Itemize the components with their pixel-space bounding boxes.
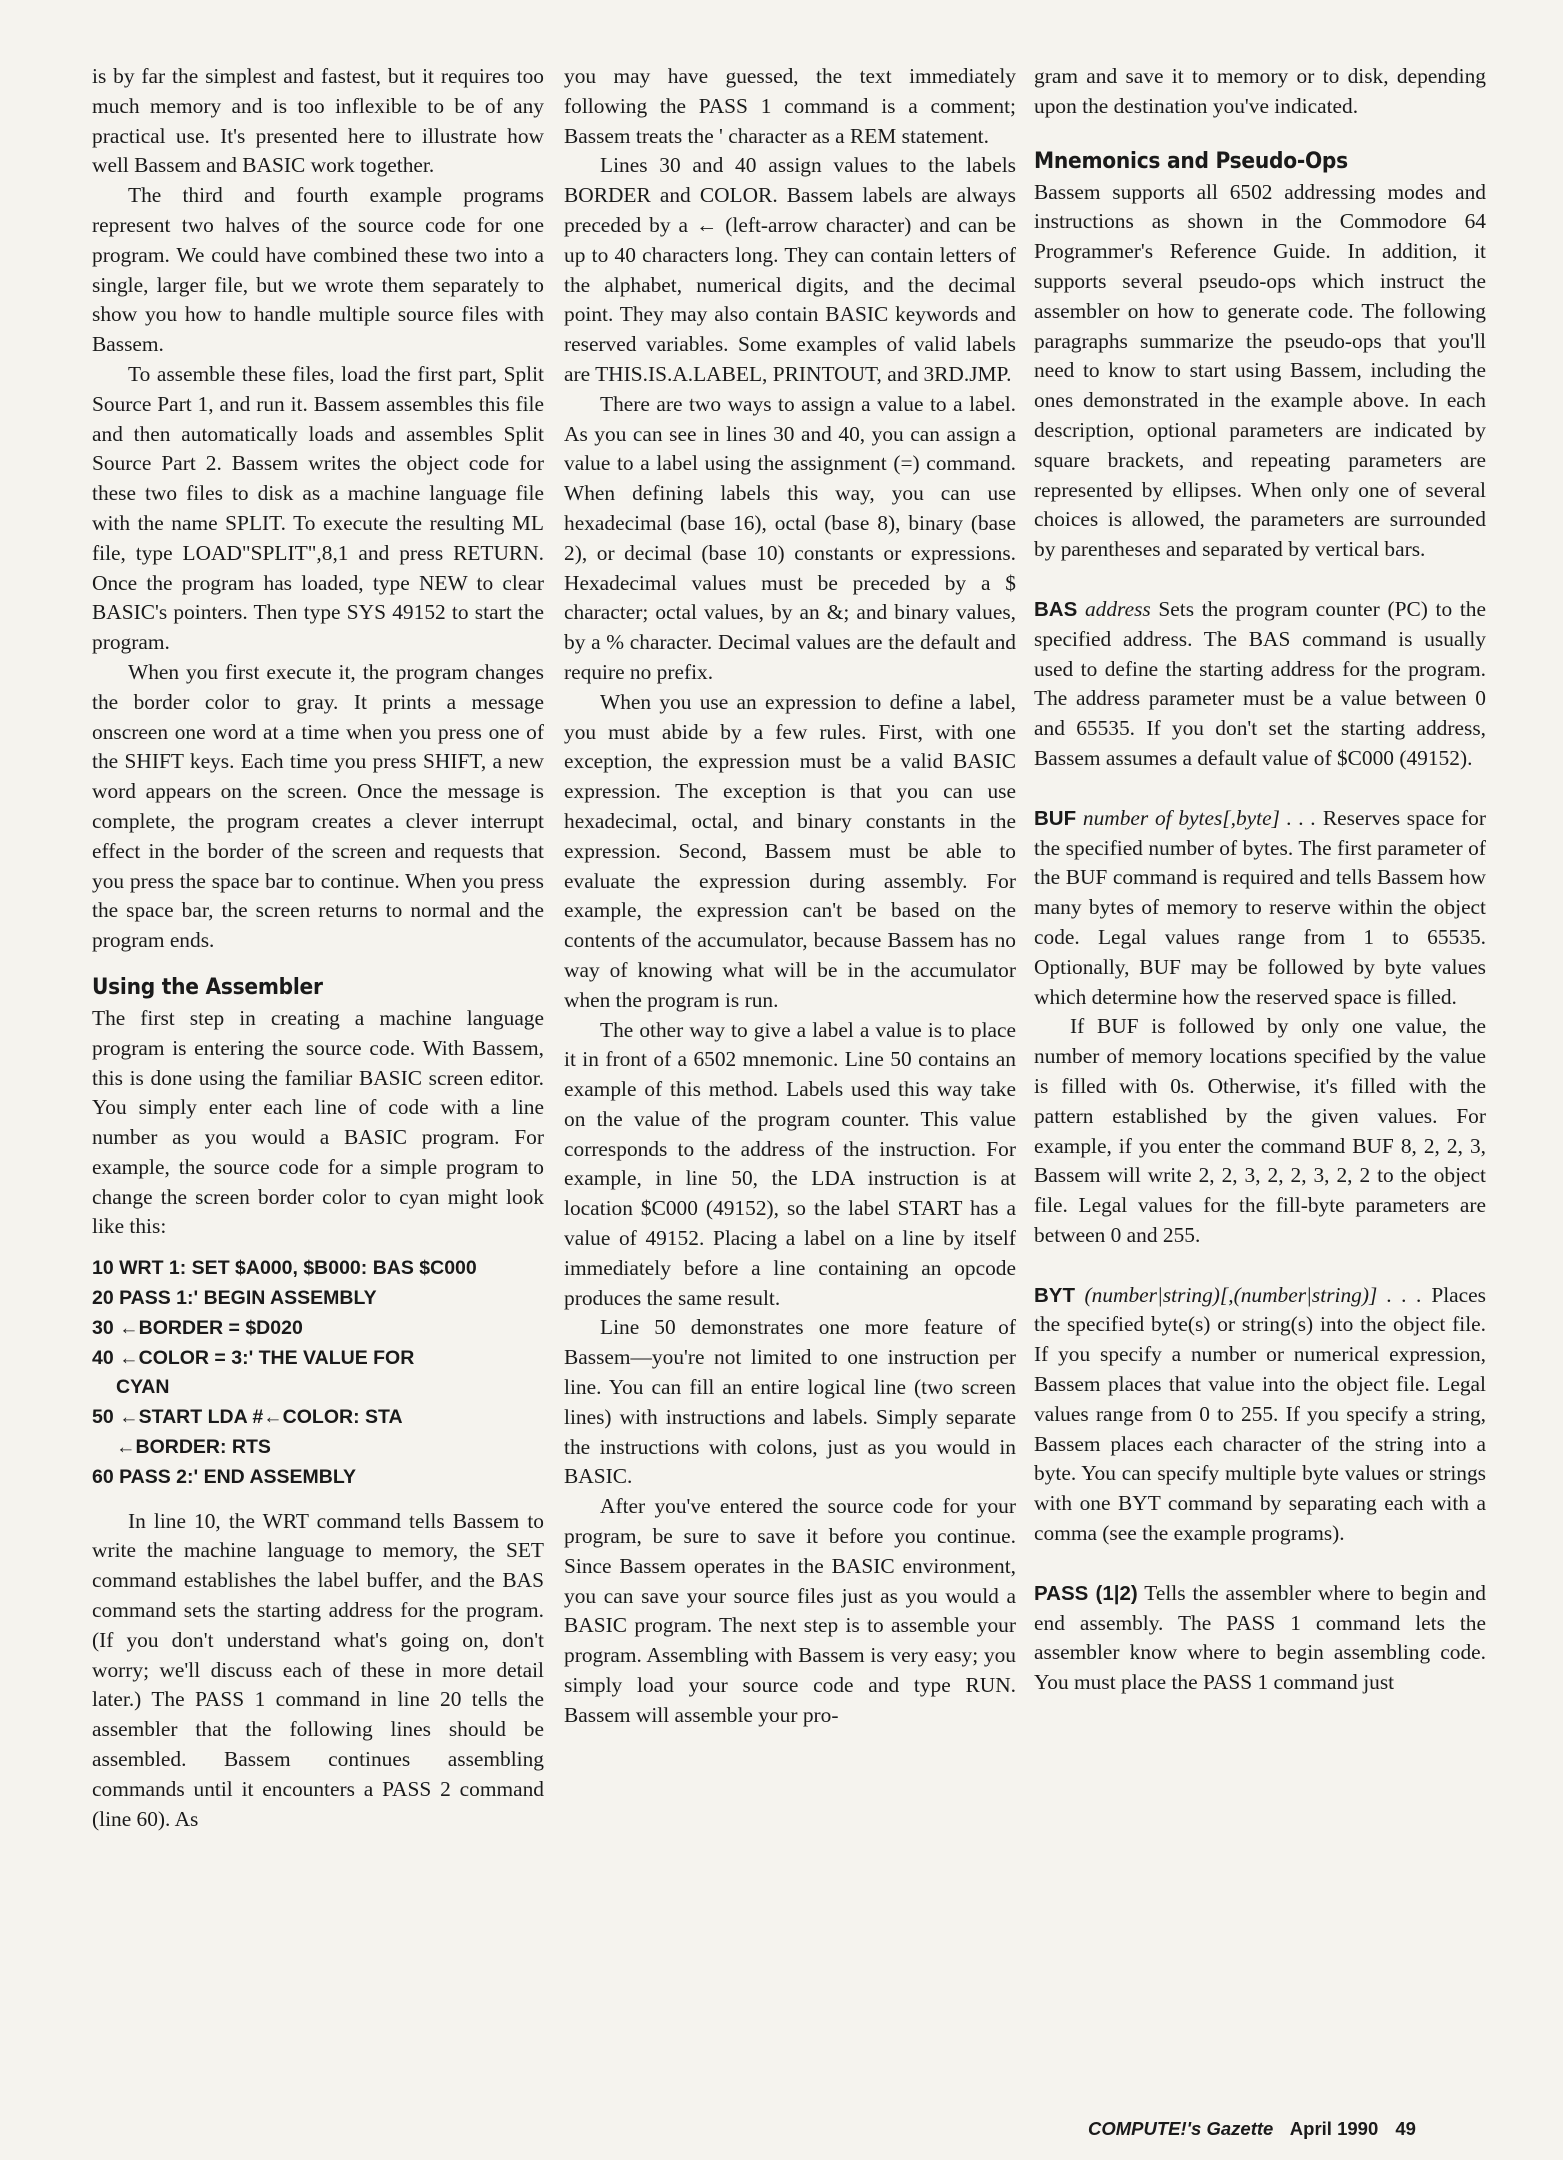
paragraph: After you've entered the source code for your program, be sure to save it before you continue. Since Bassem operates in the BASIC environment, you can save your source files just as you would a BASIC program. The next step is to assemble your program. Assembling with Bassem is very easy; you simply load your source code and type RUN. Bassem will assemble your pro- xyxy=(564,1494,1016,1727)
code-line: CYAN xyxy=(116,1376,170,1399)
code-line: 40 ←COLOR = 3:' THE VALUE FOR xyxy=(92,1346,415,1369)
paragraph: To assemble these files, load the first part, Split Source Part 1, and run it. Bassem assembles this file and then automatically loads and assembles Split Source Part 2. Bassem writes the object code for these two files to disk as a machine language file with the name SPLIT. To execute the resulting ML file, type LOAD"SPLIT",8,1 and press RETURN. Once the program has loaded, type NEW to clear BASIC's pointers. Then type SYS 49152 to start the program. xyxy=(92,361,544,655)
command-desc: Places the specified byte(s) or string(s) into the object file. If you specify a number or numerical expression, Bassem places that value into the object file. Legal values range from 0 to 255. If you specify a string, Bassem places each character of the string into a byte. You can specify multiple byte values or strings with one BYT command by separating each with a comma (see the example programs). xyxy=(1034,1282,1486,1546)
column-3 xyxy=(1034,62,1486,1698)
paragraph: There are two ways to assign a value to a label. As you can see in lines 30 and 40, you can assign a value to a label using the assignment (=) command. When defining labels this way, you can use hexadecimal (base 16), octal (base 8), binary (base 2), or decimal (base 10) constants or expressions. Hexadecimal values must be preceded by a $ character; octal values, by an &; and binary values, by a % character. Decimal values are the default and require no prefix. xyxy=(564,391,1016,684)
paragraph: Line 50 demonstrates one more feature of Bassem—you're not limited to one instruction per line. You can fill an entire logical line (two screen lines) with instructions and labels. Simply separate the instructions with colons, just as you would in BASIC. xyxy=(564,1315,1016,1489)
code-line: 30 ←BORDER = $D020 xyxy=(92,1316,303,1339)
command-param: address xyxy=(1084,596,1151,621)
paragraph: gram and save it to memory or to disk, depending upon the destination you've indicated. xyxy=(1034,64,1486,118)
command-param: number of bytes[,byte] . . . xyxy=(1082,805,1317,830)
entry-buf xyxy=(1034,804,1486,1013)
entry-bas xyxy=(1034,595,1486,774)
paragraph: is by far the simplest and fastest, but it requires too much memory and is too inflexible to be of any practical use. It's presented here to illustrate how well Bassem and BASIC work together. xyxy=(92,64,544,178)
column-2 xyxy=(564,62,1016,1731)
command-desc: Tells the assembler where to begin and end assembly. The PASS 1 command lets the assembler know where to begin assembling code. You must place the PASS 1 command just xyxy=(1034,1580,1486,1695)
code-listing xyxy=(92,1254,544,1492)
command-desc: Sets the program counter (PC) to the specified address. The BAS command is usually used to define the starting address for the program. The address parameter must be a value between 0 and 65535. If you don't set the starting address, Bassem assumes a default value of $C000 (49152). xyxy=(1034,596,1486,770)
command-param: (number|string)[,(number|string)] . . . xyxy=(1084,1282,1422,1307)
paragraph: you may have guessed, the text immediately following the PASS 1 command is a comment; Bassem treats the ' character as a REM statement. xyxy=(564,64,1016,148)
command-desc: Reserves space for the specified number of bytes. The first parameter of the BUF command is required and tells Bassem how many bytes of memory to reserve within the object code. Legal values range from 1 to 65535. Optionally, BUF may be followed by byte values which determine how the reserved space is filled. xyxy=(1034,805,1486,1009)
magazine-name: COMPUTE!'s Gazette xyxy=(1088,2118,1274,2139)
code-line: 50 ←START LDA #←COLOR: STA xyxy=(92,1406,403,1429)
paragraph: Lines 30 and 40 assign values to the labels BORDER and COLOR. Bassem labels are always preceded by a ← (left-arrow character) and can be up to 40 characters long. They can contain letters of the alphabet, numerical digits, and the decimal point. They may also contain BASIC keywords and reserved variables. Some examples of valid labels are THIS.IS.A.LABEL, PRINTOUT, and 3RD.JMP. xyxy=(564,153,1016,386)
command-name: PASS (1|2) xyxy=(1034,1581,1138,1605)
command-name: BYT xyxy=(1034,1283,1075,1307)
paragraph: When you first execute it, the program changes the border color to gray. It prints a message onscreen one word at a time when you press one of the SHIFT keys. Each time you press SHIFT, a new word appears on the screen. Once the message is complete, the program creates a clever interrupt effect in the border of the screen and requests that you press the space bar to continue. When you press the space bar, the screen returns to normal and the program ends. xyxy=(92,659,544,953)
code-line: 60 PASS 2:' END ASSEMBLY xyxy=(92,1465,356,1488)
issue-date: April 1990 xyxy=(1289,2118,1379,2139)
section-heading-mnemonics: Mnemonics and Pseudo-Ops xyxy=(1034,148,1348,174)
page-footer xyxy=(1088,2118,1428,2140)
section-heading-using-assembler: Using the Assembler xyxy=(92,974,323,1000)
paragraph: The other way to give a label a value is to place it in front of a 6502 mnemonic. Line 50 contains an example of this method. Labels used this way take on the value of the program counter. This value corresponds to the address of the instruction. For example, in line 50, the LDA instruction is at location $C000 (49152), so the label START has a value of 49152. Placing a label on a line by itself immediately before a line containing an opcode produces the same result. xyxy=(564,1017,1016,1310)
code-line: 10 WRT 1: SET $A000, $B000: BAS $C000 xyxy=(92,1257,477,1280)
column-1 xyxy=(92,62,544,1834)
command-name: BUF xyxy=(1034,806,1077,830)
page-number: 49 xyxy=(1395,2118,1416,2139)
paragraph: Bassem supports all 6502 addressing modes and instructions as shown in the Commodore 64 Programmer's Reference Guide. In addition, it supports several pseudo-ops which instruct the assembler on how to generate code. The following paragraphs summarize the pseudo-ops that you'll need to know to start using Bassem, including the ones demonstrated in the example above. In each description, optional parameters are indicated by square brackets, and repeating parameters are represented by ellipses. When only one of several choices is allowed, the parameters are surrounded by parentheses and separated by vertical bars. xyxy=(1034,179,1486,562)
paragraph: The third and fourth example programs represent two halves of the source code for one program. We could have combined these two into a single, larger file, but we wrote them separately to show you how to handle multiple source files with Bassem. xyxy=(92,183,544,357)
paragraph: In line 10, the WRT command tells Bassem to write the machine language to memory, the SET command establishes the label buffer, and the BAS command sets the starting address for the program. (If you don't understand what's going on, don't worry; we'll discuss each of these in more detail later.) The PASS 1 command in line 20 tells the assembler that the following lines should be assembled. Bassem continues assembling commands until it encounters a PASS 2 command (line 60). As xyxy=(92,1508,544,1831)
paragraph: If BUF is followed by only one value, the number of memory locations specified by the value is filled with 0s. Otherwise, it's filled with the pattern established by the given values. For example, if you enter the command BUF 8, 2, 2, 3, Bassem will write 2, 2, 3, 2, 2, 3, 2, 2 to the object file. Legal values for the fill-byte parameters are between 0 and 255. xyxy=(1034,1014,1486,1247)
paragraph: The first step in creating a machine language program is entering the source code. With Bassem, this is done using the familiar BASIC screen editor. You simply enter each line of code with a line number as you would a BASIC program. For example, the source code for a simple program to change the screen border color to cyan might look like this: xyxy=(92,1005,544,1239)
entry-pass xyxy=(1034,1579,1486,1698)
paragraph: When you use an expression to define a label, you must abide by a few rules. First, with one exception, the expression must be a valid BASIC expression. The exception is that you can use hexadecimal, octal, and binary constants in the expression. Second, Bassem must be able to evaluate the expression during assembly. For example, the expression can't be based on the contents of the accumulator, because Bassem has no way of knowing what will be in the accumulator when the program is run. xyxy=(564,689,1016,1012)
code-line: 20 PASS 1:' BEGIN ASSEMBLY xyxy=(92,1287,377,1310)
command-name: BAS xyxy=(1034,597,1078,621)
entry-byt xyxy=(1034,1281,1486,1549)
code-line: ←BORDER: RTS xyxy=(116,1436,271,1459)
